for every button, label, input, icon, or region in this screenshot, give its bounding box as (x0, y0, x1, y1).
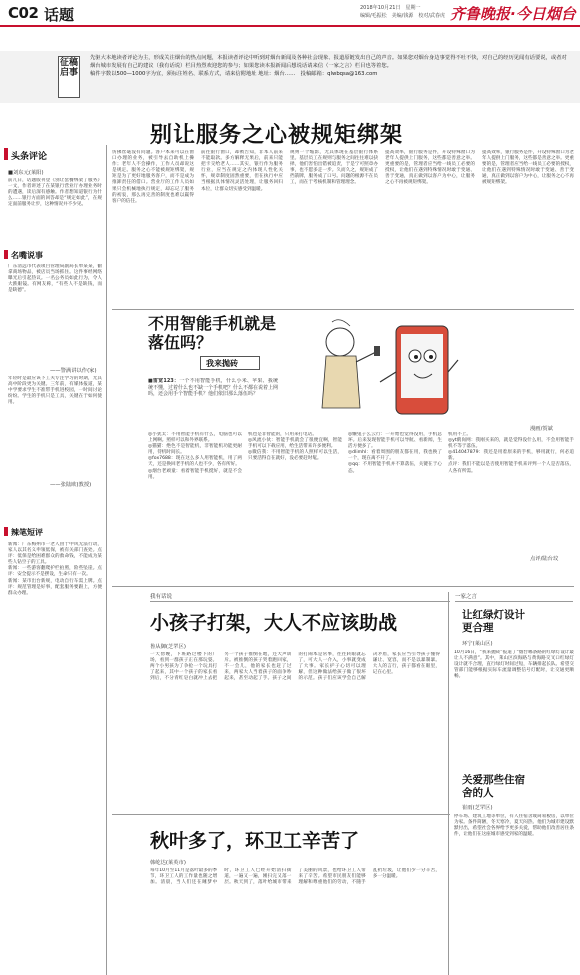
feature-top-rule (112, 309, 574, 310)
feature-editor-credit: 点评/陆台玟 (530, 556, 559, 562)
dateline: 2018年10月21日 星期一 (360, 5, 421, 11)
old-man-figure (322, 320, 380, 408)
section-marker (4, 250, 8, 259)
section-code: C02 (8, 4, 39, 22)
main-column-2: 仿佛丝毫没有问题。客户本来可以在窗口办理的业务，被引导去自助机上操作；老年人不会操作，工作人员却说这是规定。服务之心不能被规矩绑架，规矩是为了更好地服务客户，而不是成为推卸责任的借口。营业厅的工作人员如果只会机械地执行规定，却忘记了服务的初衷，那么再完善的制度也难以赢得客户的信任。 (112, 150, 194, 204)
right-article1-title: 让红绿灯设计更合理 (462, 609, 525, 634)
sidebar-text-2: 年轻时是最应该下工夫专注学习的时期，尤其高中阶段更为关键。三年前，有媒体报道，某中学要求学生不准带手机进校园，一时间讨论纷纷。学生的手机只是工具，关键在于如何使用。 (8, 376, 102, 406)
illustrator-credit: 漫画/贺斌 (530, 426, 553, 432)
lead-paragraph: 前几日，话题版刊登《别让套餐绑架了服务》一文，作者讲述了在某银行营业厅办理业务时的遭遇，读后深有感触。作者想知道银行为什么……银行方面的回答却是“规定如此”，在规定面前服务让步，这种情况并不少见。 (8, 178, 102, 208)
feature-comment-col-3: ◎懒兔子么云行：一开始也觉得没用，手机总坏。后来发现智能手机可以导航、看新闻，生活方便多了。 ◎dlimhl：看着周围的朋友都在用，我也换了一个，现在离不开了。 ◎qq：不用智能手机并不算落伍，关键在于心态。 (348, 432, 442, 474)
main-column-4: 规则一个缩影，尤其体现在基层银行体系里。基层员工在规则与服务之间往往难以抉择，他们害怕出错被追责，于是宁可照章办事，也不愿多走一步。久而久之，规矩成了挡箭牌，服务成了口号。问题的根源不在员工，而在于考核机制和管理理念。 (290, 150, 378, 186)
main-headline: 别让服务之心被规矩绑架 (150, 123, 404, 148)
section-marker (4, 148, 8, 160)
header-rule (0, 25, 580, 27)
main-column-3: 前往银行窗口，却被告知，非本人前来不能取款。多方解释无果后，前来只能把卡交给老人……其实，银行作为服务行业，应当在规定之内体现人性化关怀，规章制度固然重要，但在执行中应当根据具体情况灵活处理，让服务回归本位，让群众切实感受到温暖。 (201, 150, 283, 192)
feature-title: 不用智能手机就是落伍吗？ (148, 314, 277, 352)
sidebar-text-1: 广东清远市代表项目管理局副局长单某某，偷拿商场物品，被店员当场抓住。这件事经网络曝光后引起热议。一名公务员如此行为，令人大跌眼镜。有网友称，“有些人不是缺钱，而是缺德”。 (8, 264, 102, 294)
article-divider (112, 814, 450, 815)
cartoon-illustration (280, 312, 460, 424)
article1-title: 小孩子打架，大人不应该助战 (150, 612, 398, 634)
right-article2-author: 崔雨(芝罘区) (462, 805, 493, 811)
feature-tag: 我来抛砖 (206, 359, 238, 368)
right-article1-author: 环宁(莱山区) (462, 641, 493, 647)
column-divider (106, 145, 107, 975)
article2-title: 秋叶多了，环卫工辛苦了 (150, 830, 360, 852)
newspaper-brand: 齐鲁晚报·今日烟台 (450, 5, 576, 23)
feature-comment-col-2: 机也是非智能的，只用来打电话。 ◎风流小伙：智能手机就会了很便宜啊，智能手机可以下载应用，给生活带来许多便利。 ◎微信我：不用智能手机的人照样可以生活，只要活得自在就好，没必要赶时髦。 (248, 432, 342, 462)
feature-comment-col-4: 机用不上。 ◎yt鹤岗网：我刚买来的，就是觉得没什么用，不会用智能手机不等于落伍。 ◎414047879：我还是用着原来的手机，够用就行，何必追新。 点评：我们不能以是否使用智能手机来评判一个人是否落伍，人各有所需。 (448, 432, 574, 474)
smartphone-character (380, 326, 458, 414)
right-article2-body: 停车场、建筑工地等单位，有人住宿舍或简易板房，以单位为家。条件简陋，冬天寒冷，夏天闷热。他们为城市建设默默付出，希望社会各界给予更多关爱，帮助他们改善居住条件，让他们在这座城市感受到家的温暖。 (454, 814, 574, 838)
sidebar-signature-1: ——警满讲以作(家) (50, 368, 97, 374)
sidebar-label-2: 辣笔短评 (11, 528, 43, 537)
feature-comment-col-1: ◎小犹太：不用智能手机有什么，电脑也可以上网啊。照样可以和外界联系。 ◎猫猫：绝色不是智能机，非智能机功能更耐用，待机时间长。 ◎fox7688：现在这么多人用智能机，用了两天，还是换回老手机的人也不少，各有所好。 ◎烟台老顽童：看着智能手机挺好，就是不会用。 (148, 432, 242, 480)
article1-author: 鲁从御(芝罘区) (150, 644, 186, 650)
lead-column-label: 头条评论 (11, 152, 48, 162)
sidebar-label-1: 名嘴说事 (11, 251, 43, 260)
main-column-5: 提高效率，银行服务是件，开设特殊窗口为老年人提供上门服务，这些都是善意之举。更重要的是，管理者应当给一线员工必要的授权，让他们在遇到特殊情况时敢于变通、善于变通，真正做到以客户为中心，让服务之心不再被规矩绑架。 (385, 150, 475, 186)
right-article2-title: 关爱那些住宿舍的人 (462, 774, 525, 799)
article1-tag: 我有话说 (150, 592, 450, 602)
feature-lead-author: ■雷宽123： (148, 378, 180, 384)
main-column-6: 提高效率，银行服务是件，开设特殊窗口为老年人提供上门服务，这些都是善意之举。更重要的是，管理者应当给一线员工必要的授权，让他们在遇到特殊情况时敢于变通、善于变通，真正做到以客户为中心，让服务之心不再被规矩绑架。 (482, 150, 574, 186)
feature-bottom-rule (112, 586, 574, 587)
page-header (0, 0, 580, 26)
article2-body: 每年10月至11月是落叶最多的季节，环卫工人的工作量也随之增加。清晨，当人们还在睡梦中时，环卫工人已经开始清扫街道，一遍又一遍，刚扫完又落一层。秋天到了，落叶给城市带来了美丽的风景，也给环卫工人带来了辛苦。希望市民朋友们能够理解和尊重他们的劳动，不随手乱扔垃圾，让他们少一分辛苦，多一分温暖。 (150, 868, 440, 886)
intro-contact: 稿件字数以500—1000字为宜，须标注姓名、联系方式，请来信附地址 地址：烟台…… 投稿邮箱：qlwbqsa@163.com (90, 71, 378, 78)
intro-paragraph: 先驱大本地读者评论为主，形成关注烟台的热点问题，本报读者评论中听到对烟台新闻及各种社会现象、报道原链发出自己的声音。如果您对烟台身边事觉得不吐不快，对自己的经历见闻有话要说，或者对烟台城市发展有自己的建议（我有话说）栏目热烈欢迎您的参与；如果您读本报新闻后想说话请来信（一家之言）栏目也等着您。 (90, 55, 567, 69)
section-name: 话题 (44, 6, 75, 24)
call-for-papers-label: 征稿启事 (58, 56, 80, 98)
call-for-papers-text (90, 55, 570, 79)
sidebar-text-3: 新闻：广东梅州市一老人由于中风无法行动，家人以其名义申领低保，被有关部门查处。点评：低保是给困难群众的救命钱，不能成为某些人钻空子的工具。 新闻：一些游客翻爬护栏拍照，险些坠崖。点评：安全提示不是摆设，生命只有一次。 新闻：某市出台新规，电动自行车需上牌。点评：规范管理是好事，配套服务要跟上，方便群众办理。 (8, 542, 102, 596)
article1-body: 一天傍晚，下班路过楼下的广场，看到一群孩子正在那玩耍。两个小男孩为了争抢一个玩具打了起来，其中一个孩子的家长看到后，不分青红皂白就冲上去把另一个孩子推倒在地，还大声训斥。被推倒的孩子哭着跑回家，不一会儿，他的家长也赶了过来，两家大人当着孩子的面争吵起来，甚至动起了手。孩子之间的打闹本是常事，往往转眼就忘了，可大人一介入，小事就变成了大事。家长护子心切可以理解，但这种做法给孩子做了很坏的示范。孩子们应该学会自己解决矛盾，家长应当引导孩子懂得谦让、宽容，而不是以暴制暴。大人的言行，孩子都看在眼里，记在心里。 (150, 652, 440, 682)
lead-author: ■刘东元(莱阳) (8, 170, 44, 176)
editors-line: 编辑/毛振松 美编/钱源 校对/武春虎 (360, 13, 446, 19)
sidebar-signature-2: ——张陆欧(教授) (50, 482, 92, 488)
right-column-divider (448, 592, 449, 975)
feature-lead-text: 一个不用智能手机，什么小米、苹果、我统统不懂，过着什么也不缺一个手机吧？什么不都在说着上网吗，还会用手个智能手机？他们依旧那么落伍吗？ (148, 378, 278, 398)
feature-lead (148, 378, 278, 418)
right-article1-body: 10月16日，“我来抛砖”报道了“烟台哪条路的红绿灯设计最让人不满意”。其中，莱山区滨海路与黄海路交叉口红绿灯设计就不合理，直行绿灯时间过短，车辆排起长队。希望交管部门能够根据实际车流量调整信号灯配时，让交通更顺畅。 (454, 650, 574, 680)
section-marker (4, 527, 8, 536)
article2-author: 韩屹达(莱英市) (150, 860, 186, 866)
right-column-tag: 一家之言 (455, 592, 573, 602)
